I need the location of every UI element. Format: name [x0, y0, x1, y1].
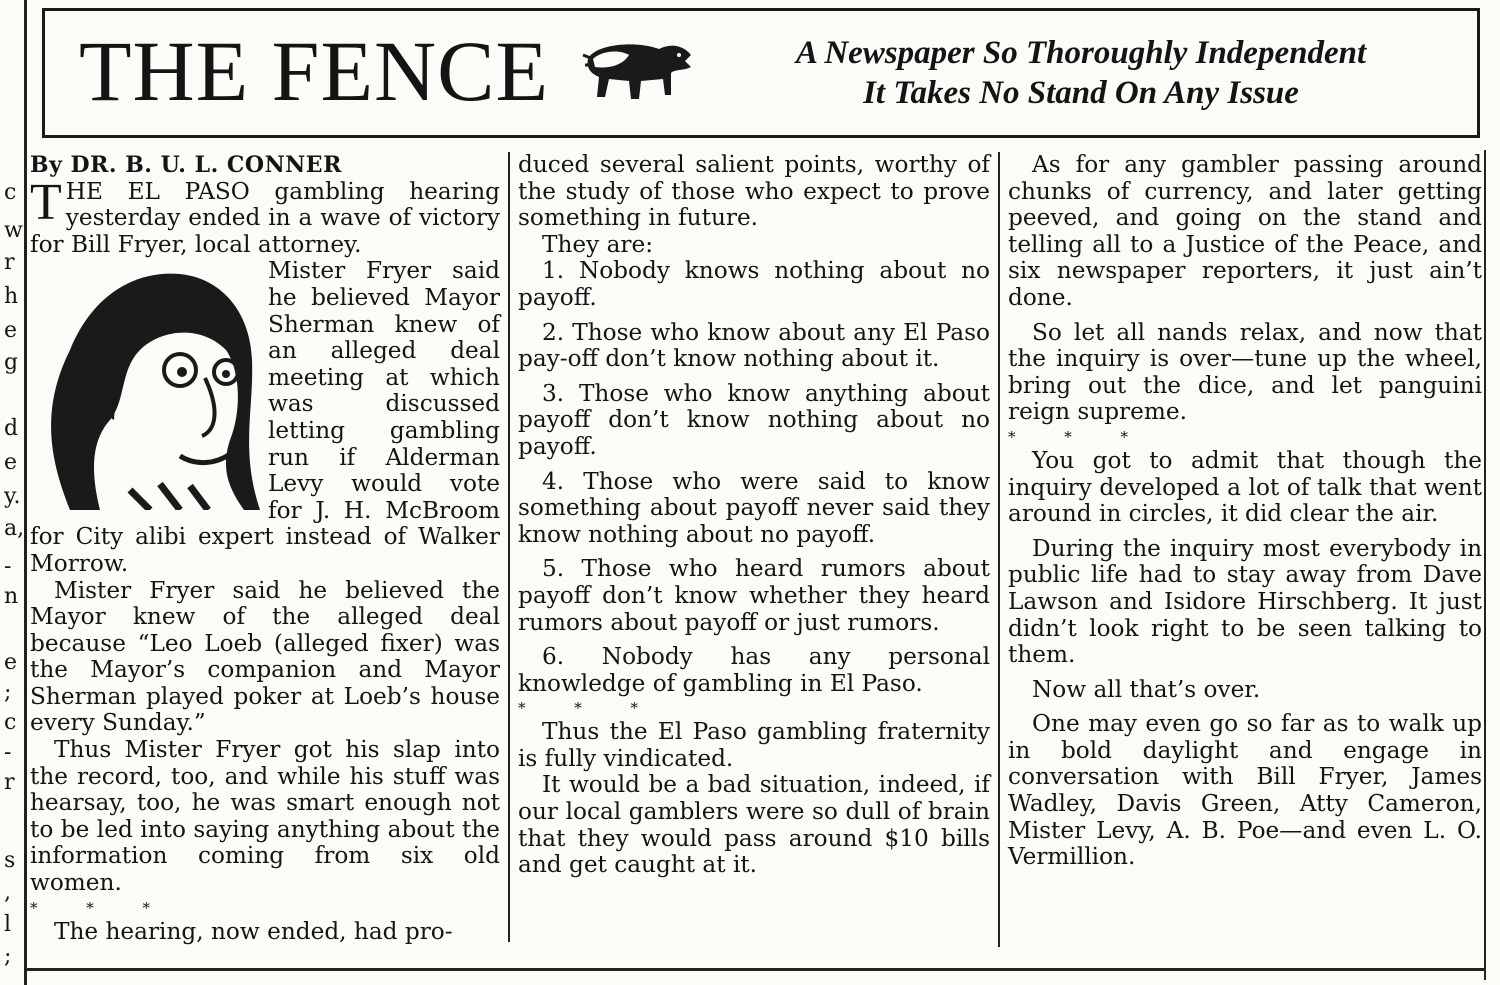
list-item: 6. Nobody has any personal knowledge of gambling in El Paso. [518, 643, 990, 697]
column-1 [30, 152, 500, 952]
column-rule [508, 152, 510, 942]
slogan-line-1: A Newspaper So Thoroughly Independent [795, 35, 1367, 71]
edge-fragment: e [4, 450, 18, 475]
paragraph: Thus Mister Fryer got his slap into the record, too, and while his stuff was hearsay, too, he was smart enough not to be led into saying anything about the information coming from six old women. [30, 736, 500, 897]
list-item: 2. Those who know about any El Paso pay-off don’t know nothing about it. [518, 318, 990, 373]
paragraph: They are: [542, 230, 654, 258]
edge-fragment: s [4, 848, 16, 873]
drop-cap: T [30, 173, 62, 231]
edge-fragment: d [4, 416, 19, 441]
lead-text: HE EL PASO gambling hearing yesterday ended in a wave of victory for Bill Fryer, local attorney. [30, 177, 500, 258]
edge-fragment: g [4, 350, 19, 375]
edge-fragment: e [4, 650, 18, 675]
edge-fragment: w [4, 218, 23, 243]
adjacent-column-edge-right [1484, 150, 1500, 980]
masthead-box [42, 8, 1480, 138]
edge-fragment: c [4, 180, 17, 205]
column-2 [518, 152, 990, 952]
paragraph: Mister Fryer said he believed the Mayor knew of the alleged deal because “Leo Loeb (alleged fixer) was the Mayor’s companion and Mayor Sherman played poker at Loeb’s house every Sunday.” [30, 576, 500, 737]
edge-fragment: ; [4, 944, 12, 969]
paragraph: So let all nands relax, and now that the inquiry is over—tune up the wheel, bring out the dice, and let panguini reign supreme. [1008, 318, 1482, 426]
paragraph: During the inquiry most everybody in public life had to stay away from Dave Lawson and Isidore Hirschberg. It just didn’t look right to be seen talking to them. [1008, 534, 1482, 669]
masthead-slogan [731, 33, 1431, 113]
column-rule [998, 152, 1000, 947]
edge-fragment: - [4, 554, 12, 579]
edge-fragment: r [4, 250, 15, 275]
paragraph: Thus the El Paso gambling fraternity is fully vindicated. [518, 718, 990, 772]
edge-fragment: n [4, 584, 19, 609]
edge-fragment: ; [4, 680, 12, 705]
paragraph: One may even go so far as to walk up in bold daylight and engage in conversation with Bill Fryer, James Wadley, Davis Green, Atty Cameron, Mister Levy, A. B. Poe—and even L. O. Vermillion. [1008, 710, 1482, 871]
list-item: 3. Those who know anything about payoff don’t know nothing about no payoff. [518, 379, 990, 460]
paragraph: It would be a bad situation, indeed, if our local gamblers were so dull of brain that they would pass around $10 bills and get caught at it. [518, 771, 990, 879]
edge-fragment: , [4, 880, 11, 905]
section-break-stars: * * * [518, 699, 661, 718]
paragraph: duced several salient points, worthy of the study of those who expect to prove something in future. [518, 151, 990, 232]
bottom-rule [24, 968, 1486, 971]
edge-fragment: r [4, 770, 15, 795]
paragraph: You got to admit that though the inquiry developed a lot of talk that went around in circles, it did clear the air. [1008, 446, 1482, 528]
adjacent-column-edge [0, 0, 27, 985]
caricature-portrait-icon [30, 260, 262, 510]
section-break-stars: * * * [1008, 427, 1151, 446]
list-item: 4. Those who were said to know something about payoff never said they know nothing about no payoff. [518, 467, 990, 548]
masthead-title: THE FENCE [79, 23, 550, 119]
edge-fragment: h [4, 284, 19, 309]
list-item: 5. Those who heard rumors about payoff don’t know whether they heard rumors about payoff or just rumors. [518, 555, 990, 636]
edge-fragment: c [4, 710, 17, 735]
bull-icon [579, 35, 699, 107]
paragraph: The hearing, now ended, had pro- [54, 917, 453, 945]
byline: By DR. B. U. L. CONNER [30, 152, 342, 178]
paragraph: Mister Fryer said he believed Mayor Sherman knew of an alleged deal meeting at which was discussed letting gambling run if Alderman Levy would vote for J. H. McBroom for City alibi expert instead of Walker Morrow. [30, 257, 500, 577]
column-3 [1008, 152, 1482, 952]
list-item: 1. Nobody knows nothing about no payoff. [518, 257, 990, 311]
edge-fragment: y. [4, 484, 21, 509]
lead-paragraph [30, 173, 500, 259]
edge-fragment: a, [4, 516, 25, 541]
paragraph: As for any gambler passing around chunks of currency, and later getting peeved, and going on the stand and telling all to a Justice of the Peace, and six newspaper reporters, it just ain’t done. [1008, 151, 1482, 311]
edge-fragment: e [4, 318, 18, 343]
edge-fragment: - [4, 740, 12, 765]
section-break-stars: * * * [30, 898, 173, 917]
edge-fragment: l [4, 912, 12, 937]
paragraph: Now all that’s over. [1032, 675, 1261, 703]
slogan-line-2: It Takes No Stand On Any Issue [863, 75, 1299, 111]
